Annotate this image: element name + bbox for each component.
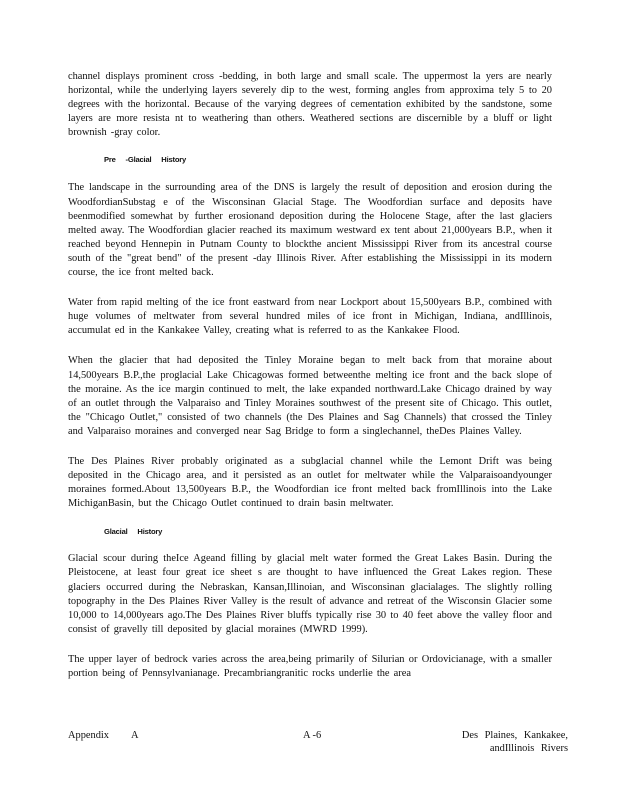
paragraph-glacial-scour: Glacial scour during theIce Ageand filling by glacial melt water formed the Great Lakes Basin. During the Pleistocene, at least four great ice sheet s are thought to have influenced the Great Lakes region. These glaciers occurred during the Nebraskan, Kansan,Illinoian, and Wisconsinan glacialages. The slightly rolling topography in the Des Plaines River Valley is the result of advance and retreat of the Wisconsin Glacier some 10,000 to 14,000years ago.The Des Plaines River bluffs typically rise 30 to 40 feet above the valley floor and consist of gravelly till deposited by glacial moraines (MWRD 1999). — [68, 553, 552, 635]
paragraph-bedrock: The upper layer of bedrock varies across the area,being primarily of Silurian or Ordovicianage, with a smaller portion being of Pennsylvanianage. Precambriangranitic rocks underlie the area — [68, 653, 552, 679]
footer-appendix-label: Appendix A — [68, 730, 139, 741]
paragraph-des-plaines-river: The Des Plaines River probably originated as a subglacial channel while the Lemont Drift was being deposited in the Chicago area, and it persisted as an outlet for meltwater while the Valparaisoandyounger moraines formed.About 13,500years B.P., the Woodfordian ice front melted back fromIllinois into the Lake MichiganBasin, but the Chicago Outlet continued to drain basin meltwater. — [68, 455, 552, 510]
page-body — [68, 70, 552, 697]
paragraph-sandstone-continued: channel displays prominent cross -bedding, in both large and small scale. The uppermost la yers are nearly horizontal, while the underlying layers severely dip to the west, forming angles from approxima tely 5 to 20 degrees with the horizontal. Because of the varying degrees of cementation exhibited by the sandstone, some layers are more resista nt to weathering than others. Weathered sections are discernible by a bluff or light brownish -gray color. — [68, 71, 552, 139]
footer-page-number: A -6 — [303, 730, 322, 741]
paragraph-landscape: The landscape in the surrounding area of the DNS is largely the result of deposition and erosion during the WoodfordianSubstag e of the Wisconsinan Glacial Stage. The Woodfordian surface and deposits have beenmodified somewhat by further erosionand deposition during the Holocene Stage, after the last glaciers melted away. The Woodfordian glacier reached its maximum westward ex tent about 21,000years B.P., when it reached beyond Hennepin in Putnam County to blockthe ancient Mississippi River from its ancestral course south of the "great bend" of the present -day Illinois River. After establishing the Mississippi in its modern course, the ice front melted back. — [68, 182, 552, 279]
footer-title-line-2: andIllinois Rivers — [489, 743, 568, 754]
section-heading-pre-glacial-history: Pre -Glacial History — [104, 155, 187, 165]
paragraph-lake-chicago: When the glacier that had deposited the Tinley Moraine began to melt back from that moraine about 14,500years B.P.,the proglacial Lake Chicagowas formed betweenthe melting ice front and the back slope of the moraine. As the ice margin continued to melt, the lake expanded northward.Lake Chicago drained by way of an outlet through the Valparaiso and Tinley Moraines southwest of the present site of Chicago. This outlet, the "Chicago Outlet," consisted of two channels (the Des Plaines and Sag Channels) that crossed the Tinley and Valparaiso moraines and converged near Sag Bridge to form a singlechannel, theDes Plaines Valley. — [68, 355, 552, 437]
footer-title-line-1: Des Plaines, Kankakee, — [461, 730, 568, 741]
footer-document-title — [428, 729, 568, 755]
page-footer — [68, 729, 568, 759]
paragraph-kankakee-flood: Water from rapid melting of the ice front eastward from near Lockport about 15,500years B.P., combined with huge volumes of meltwater from several hundred miles of ice front in Michigan, Indiana, andIllinois, accumulat ed in the Kankakee Valley, creating what is referred to as the Kankakee Flood. — [68, 297, 552, 337]
section-heading-glacial-history: Glacial History — [104, 527, 163, 537]
